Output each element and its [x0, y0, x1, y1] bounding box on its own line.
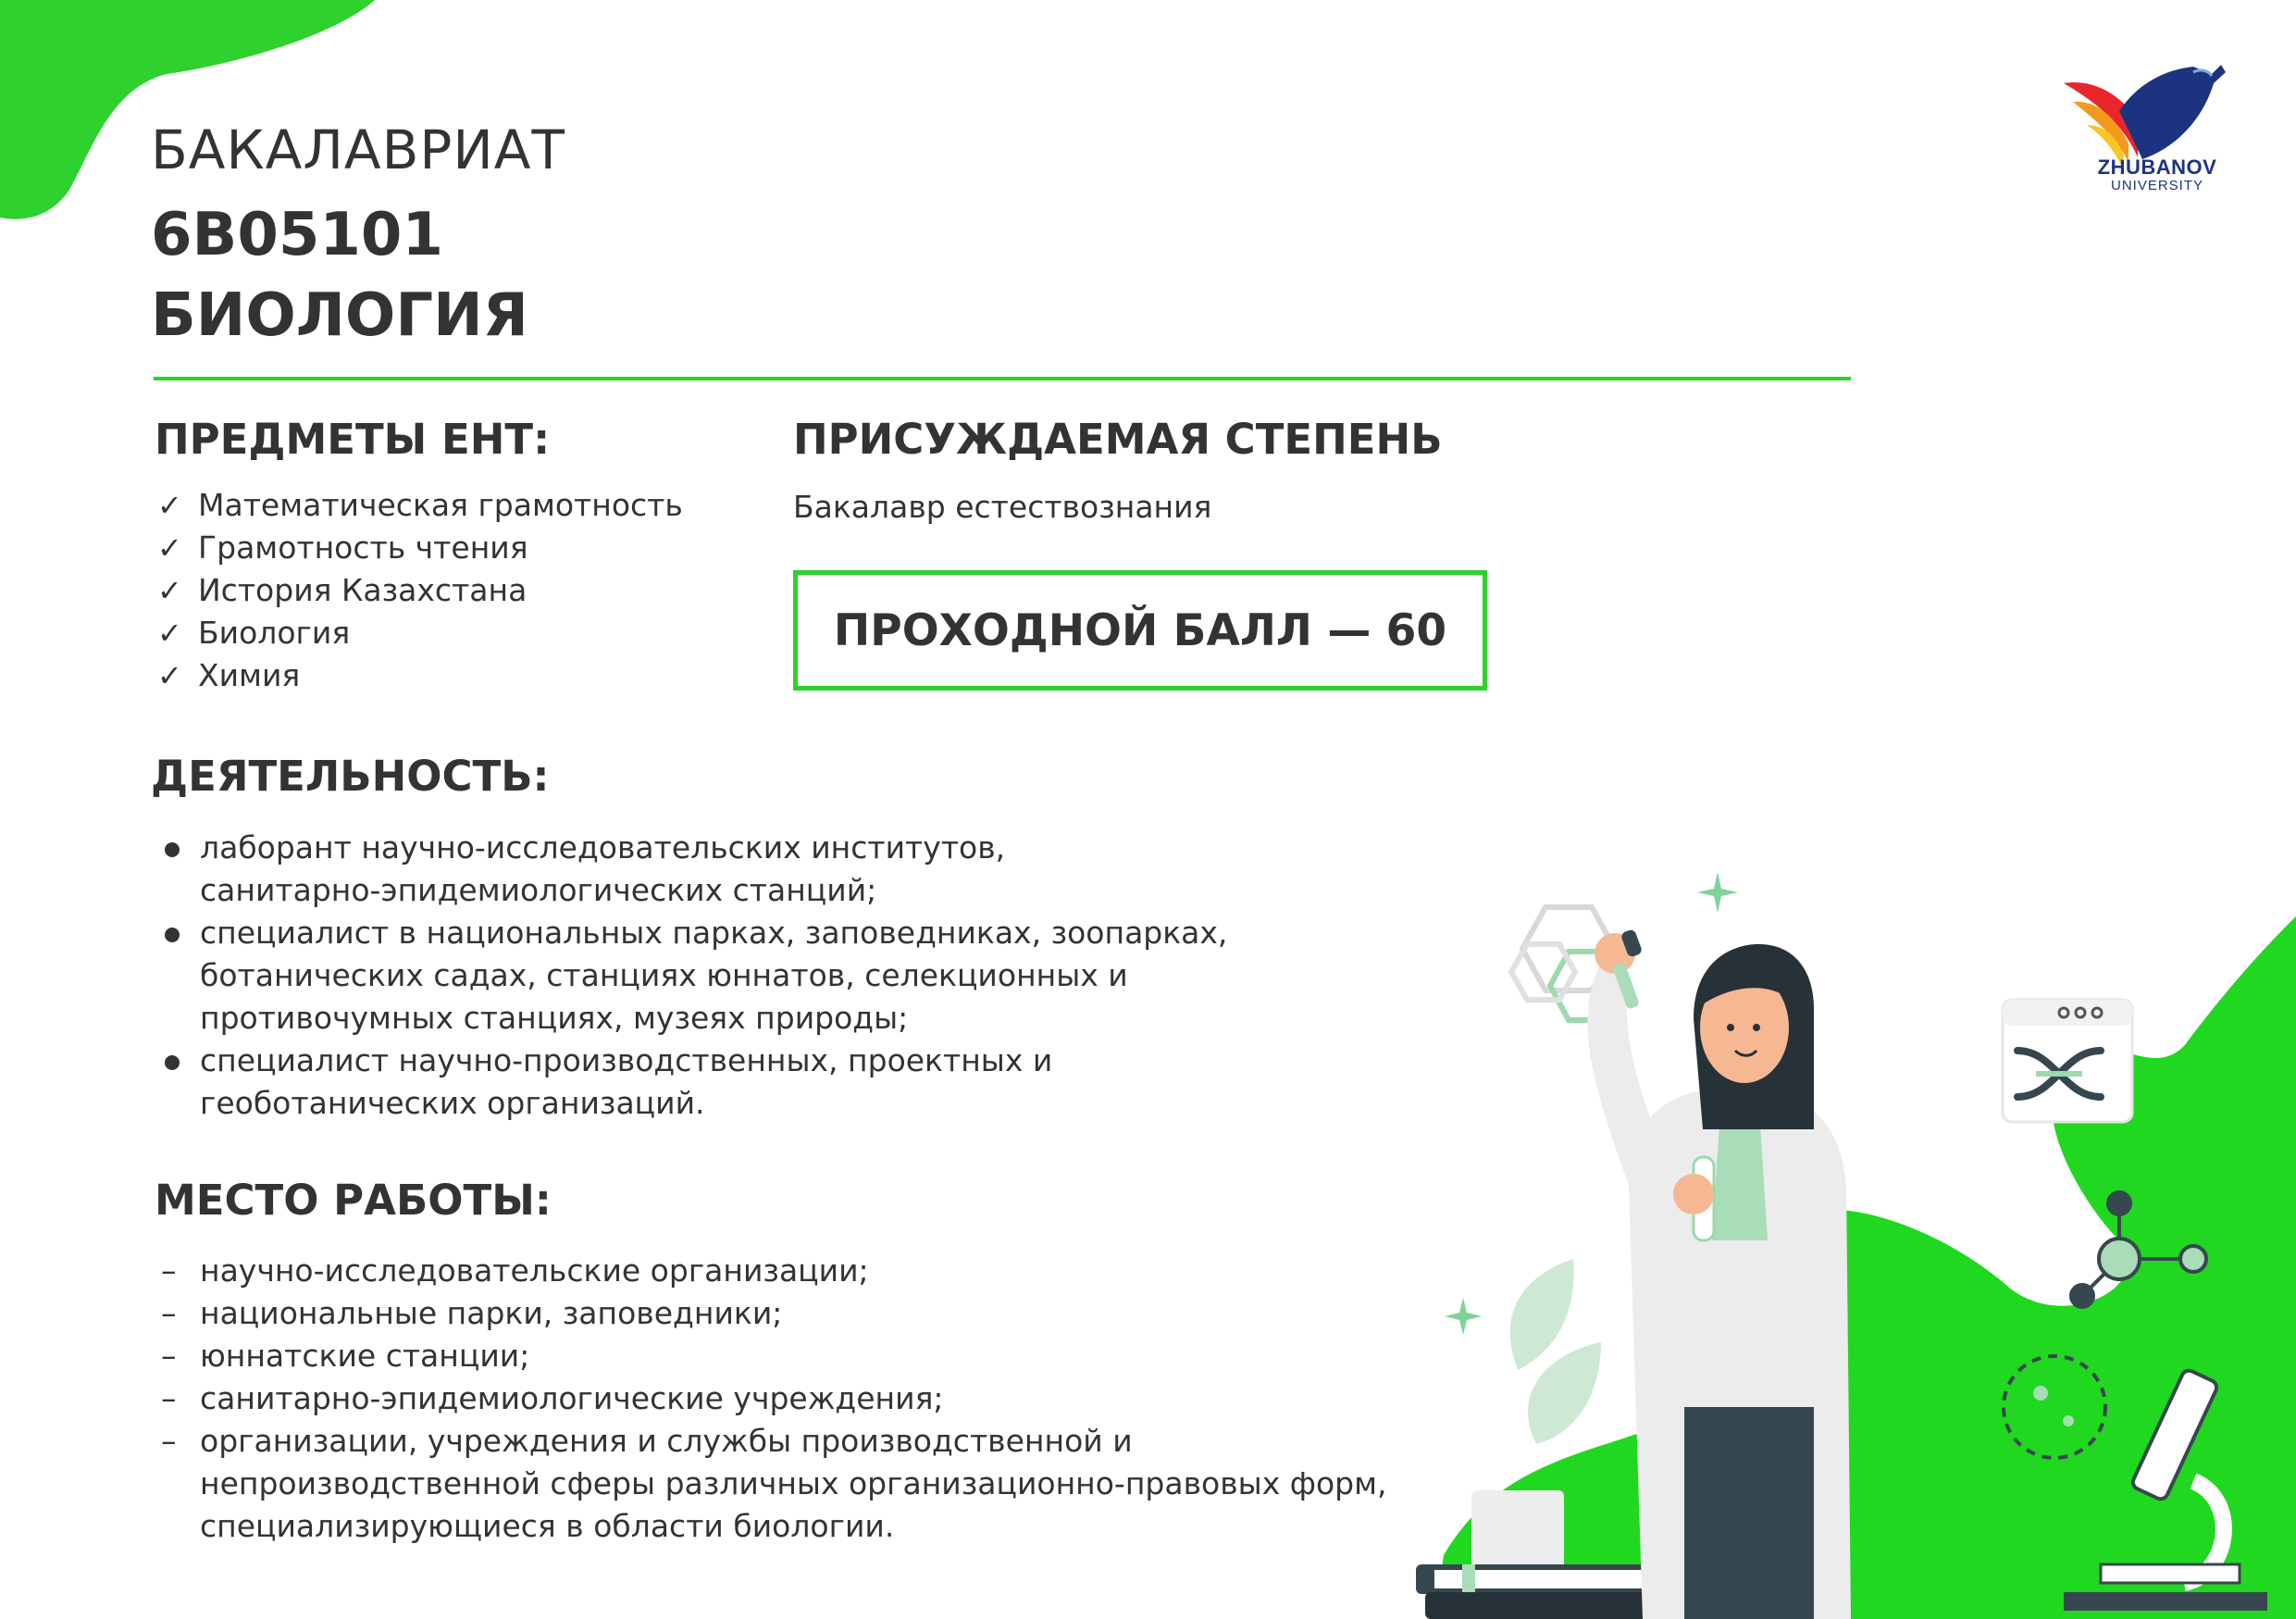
check-icon: ✓	[157, 573, 182, 608]
list-item: – национальные парки, заповедники;	[154, 1292, 1386, 1335]
dash-marker: –	[161, 1380, 177, 1416]
bullet-icon	[165, 928, 180, 942]
workplace-heading: МЕСТО РАБОТЫ:	[155, 1176, 552, 1225]
program-name: БИОЛОГИЯ	[151, 281, 528, 350]
list-item: специалист научно-производственных, проектных и геоботанических организаций.	[154, 1040, 1227, 1125]
dash-marker: –	[161, 1295, 177, 1331]
list-item: специалист в национальных парках, заповедниках, зоопарках, ботанических садах, станциях юннатов, селекционных и противочумных станциях, музеях природы;	[154, 912, 1227, 1040]
bullet-icon	[165, 1055, 180, 1070]
list-item: ✓ Математическая грамотность	[157, 484, 683, 527]
program-code: 6В05101	[151, 201, 443, 269]
activity-list	[154, 827, 1227, 1125]
check-icon: ✓	[157, 616, 182, 651]
books-icon	[1416, 1564, 1666, 1619]
check-icon: ✓	[157, 658, 182, 693]
list-item: ✓ История Казахстана	[157, 569, 683, 612]
logo-text-university: UNIVERSITY	[2110, 178, 2203, 193]
check-icon: ✓	[157, 530, 182, 566]
list-item: лаборант научно-исследовательских институтов, санитарно-эпидемиологических станций;	[154, 827, 1227, 912]
list-item: ✓ Биология	[157, 612, 683, 654]
dash-marker: –	[161, 1252, 177, 1289]
list-item: ✓ Химия	[157, 654, 683, 697]
degree-value: Бакалавр естествознания	[793, 489, 1212, 525]
ent-subjects-heading: ПРЕДМЕТЫ ЕНТ:	[155, 415, 551, 464]
decorative-green-blob	[0, 0, 389, 222]
dna-card-icon	[2003, 1000, 2132, 1122]
passing-score-box: ПРОХОДНОЙ БАЛЛ — 60	[793, 570, 1487, 691]
list-item: – организации, учреждения и службы производственной и непроизводственной сферы различных организационно-правовых форм, специализирующиеся в области биологии.	[154, 1420, 1386, 1548]
logo-text-zhubanov: ZHUBANOV	[2097, 156, 2217, 179]
dash-marker: –	[161, 1423, 177, 1459]
bullet-icon	[165, 842, 180, 857]
ent-subjects-list	[157, 484, 683, 697]
list-item: – юннатские станции;	[154, 1335, 1386, 1377]
program-level: БАКАЛАВРИАТ	[151, 118, 565, 181]
list-item: – санитарно-эпидемиологические учреждения;	[154, 1377, 1386, 1420]
workplace-list	[154, 1250, 1386, 1548]
activity-heading: ДЕЯТЕЛЬНОСТЬ:	[151, 752, 550, 801]
scientist-illustration	[1416, 852, 2296, 1619]
header-divider	[154, 377, 1851, 380]
degree-heading: ПРИСУЖДАЕМАЯ СТЕПЕНЬ	[793, 415, 1443, 464]
dash-marker: –	[161, 1338, 177, 1374]
list-item: ✓ Грамотность чтения	[157, 527, 683, 569]
check-icon: ✓	[157, 488, 182, 523]
list-item: – научно-исследовательские организации;	[154, 1250, 1386, 1292]
